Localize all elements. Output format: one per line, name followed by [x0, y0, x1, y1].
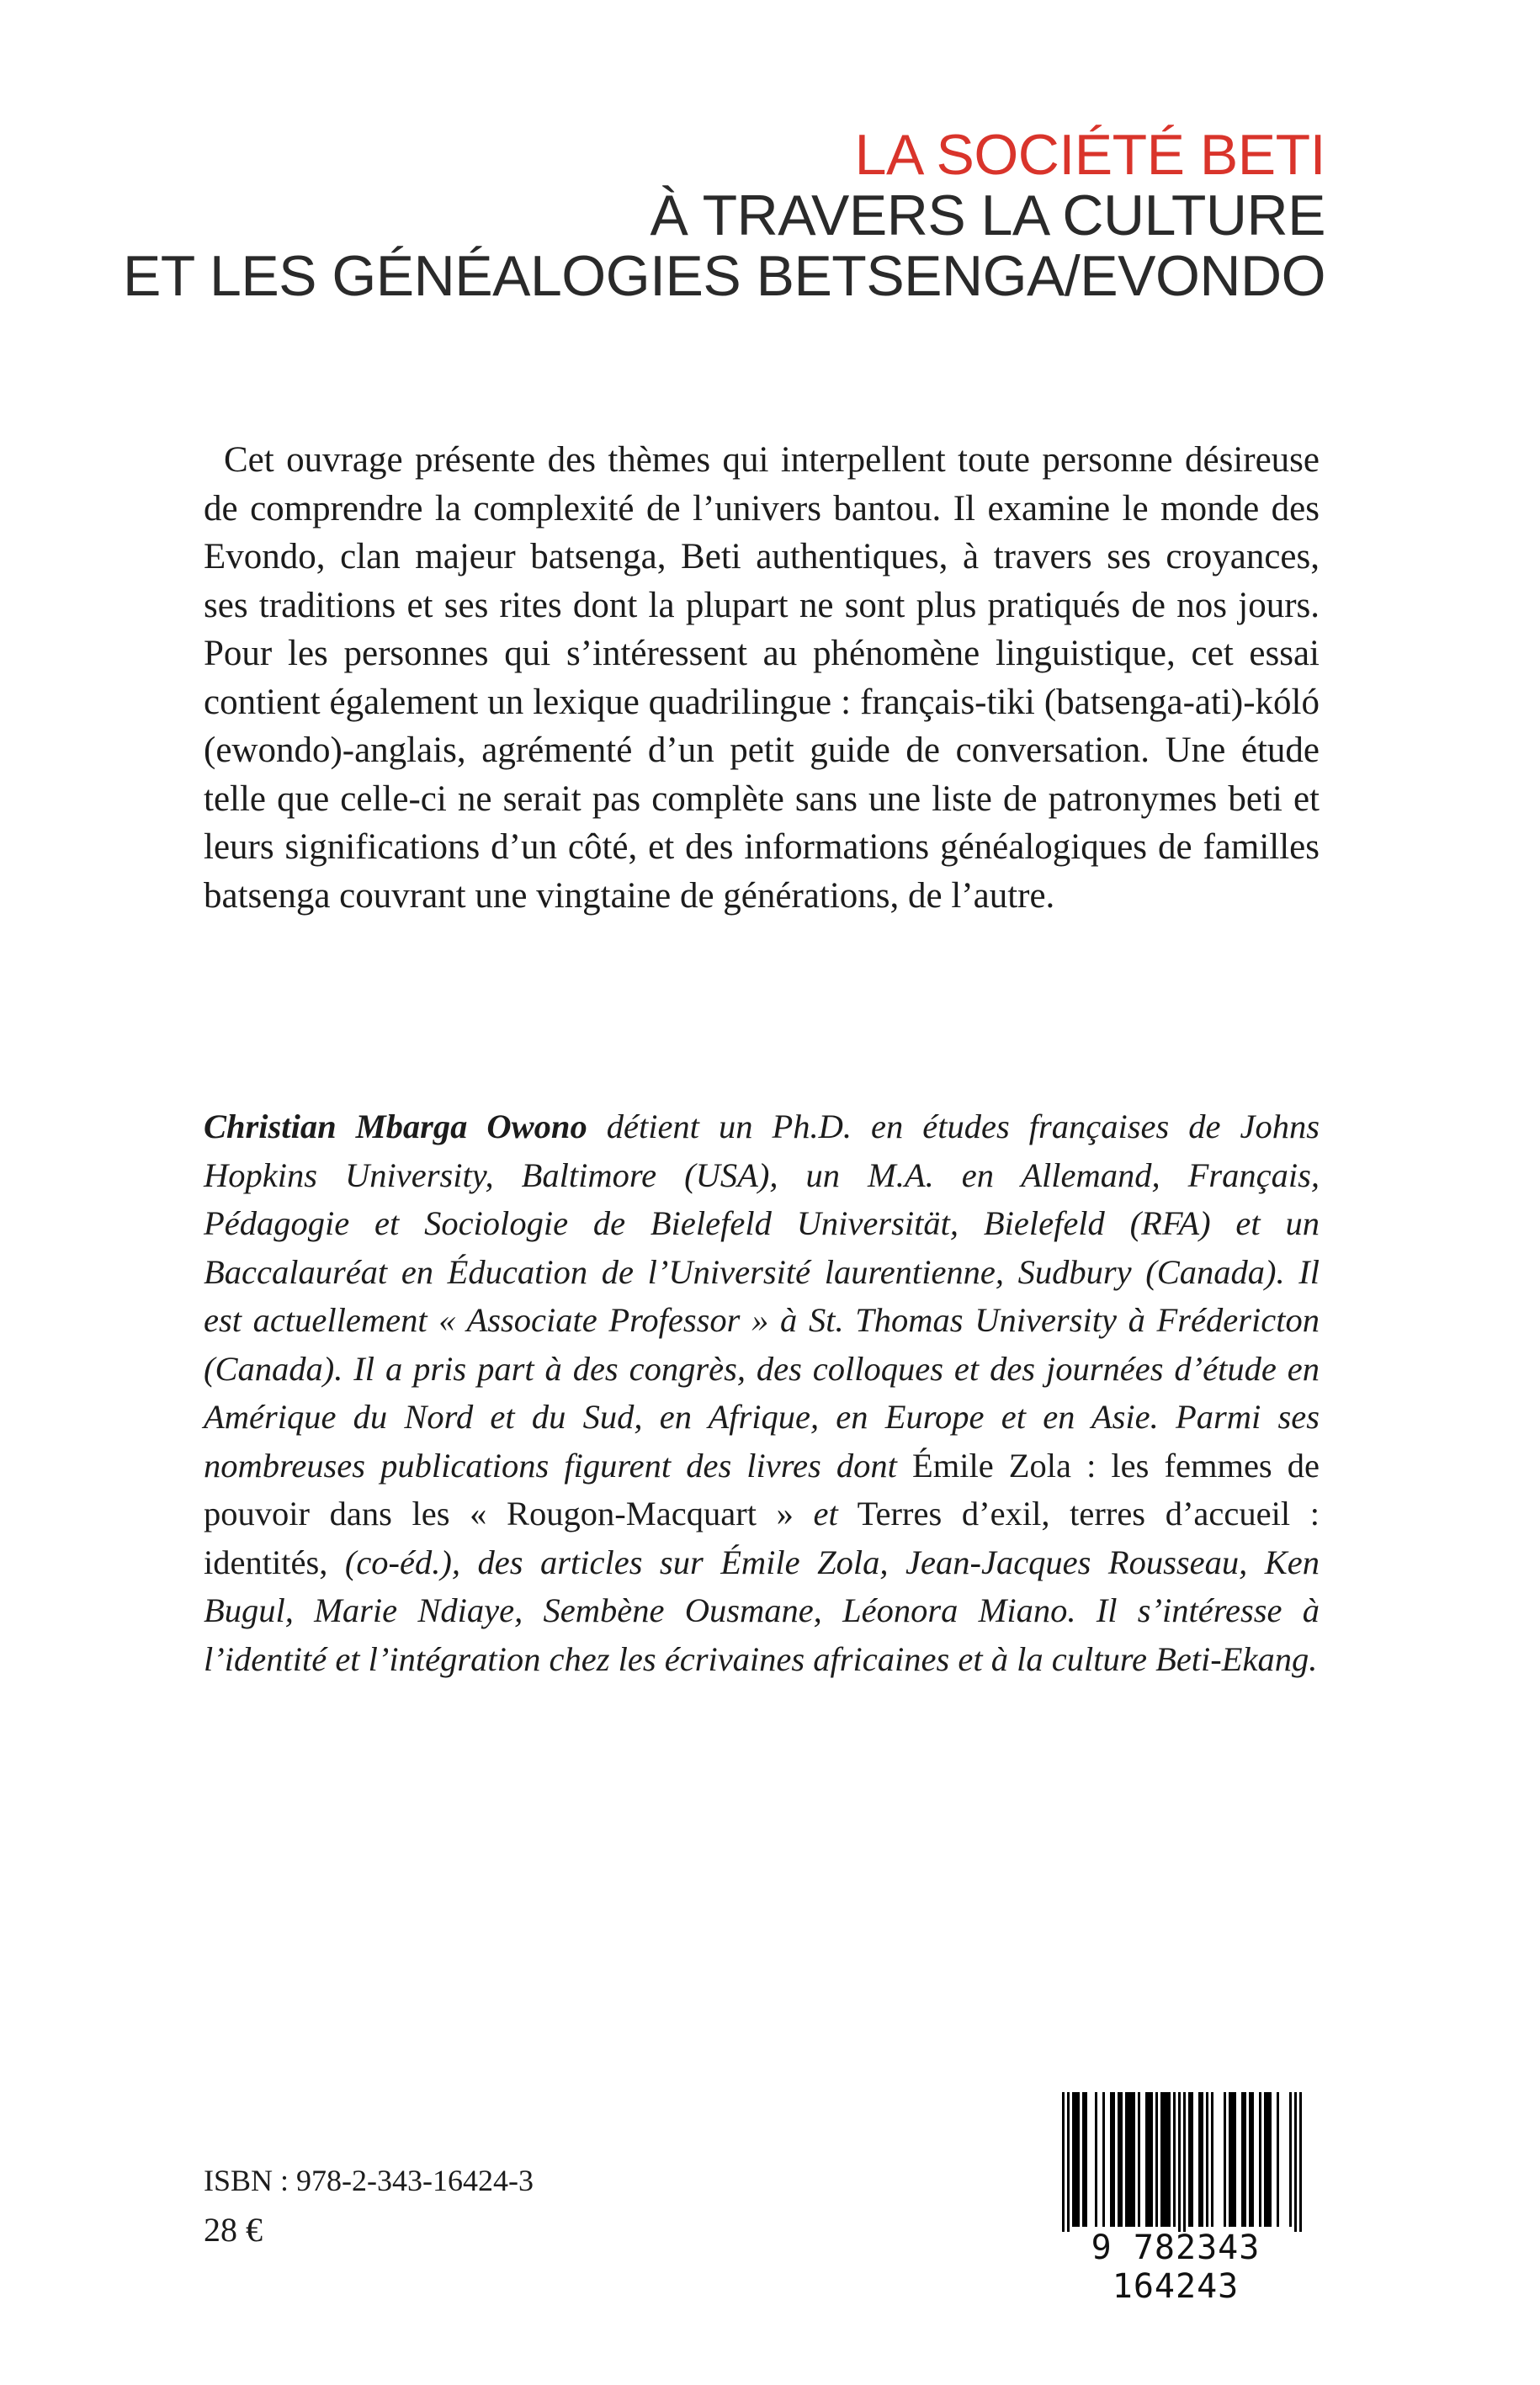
barcode-bar: [1150, 2092, 1153, 2227]
book-title-1: Émile Zola : les femmes de pouvoir dans les « Rougon-Macquart »: [204, 1446, 1320, 1532]
barcode-bar: [1133, 2092, 1135, 2227]
author-bio: [204, 1102, 1320, 1683]
barcode-bar: [1062, 2092, 1065, 2232]
barcode-bar: [1259, 2092, 1261, 2227]
barcode-bar: [1244, 2092, 1246, 2227]
barcode-bar: [1085, 2092, 1087, 2227]
bio-text-part2: (co-éd.), des articles sur Émile Zola, Jean-Jacques Rousseau, Ken Bugul, Marie Ndiaye, Sembène Ousmane, Léonora Miano. Il s’intéresse à l’identité et l’intégration chez les écrivaines africaines et à la culture Beti-Ekang.: [204, 1543, 1320, 1678]
barcode-bar: [1231, 2092, 1234, 2227]
title-line-2: À TRAVERS LA CULTURE: [650, 183, 1325, 247]
barcode-bar: [1289, 2092, 1292, 2227]
barcode-bar: [1148, 2092, 1150, 2227]
synopsis-paragraph: Cet ouvrage présente des thèmes qui interpellent toute personne désireuse de comprendre la complexité de l’univers bantou. Il examine le monde des Evondo, clan majeur batsenga, Beti authentiques, à travers ses croyances, ses traditions et ses rites dont la plupart ne sont plus pratiqués de nos jours. Pour les personnes qui s’intéressent au phénomène linguistique, cet essai contient également un lexique quadrilingue : français-tiki (batsenga-ati)-kóló (ewondo)-anglais, agrémenté d’un petit guide de conversation. Une étude telle que celle-ci ne serait pas complète sans une liste de patronymes beti et leurs significations d’un côté, et des informations généalogiques de familles batsenga couvrant une vingtaine de générations, de l’autre.: [204, 440, 1320, 916]
barcode-bar: [1178, 2092, 1181, 2232]
barcode-bar: [1173, 2092, 1176, 2227]
barcode-bar: [1082, 2092, 1085, 2227]
isbn-label: ISBN : 978-2-343-16424-3: [204, 2164, 534, 2197]
barcode-bar: [1095, 2092, 1097, 2227]
barcode-bar: [1102, 2092, 1105, 2227]
barcode-bar: [1075, 2092, 1077, 2227]
barcode-bar: [1277, 2092, 1279, 2227]
barcode-bar: [1160, 2092, 1163, 2227]
book-title: [123, 125, 1325, 306]
barcode-bar: [1294, 2092, 1297, 2232]
barcode-bar: [1166, 2092, 1168, 2227]
barcode-bar: [1110, 2092, 1113, 2227]
barcode-bar: [1241, 2092, 1244, 2227]
title-line-1: LA SOCIÉTÉ BETI: [854, 123, 1325, 187]
barcode-bar: [1191, 2092, 1193, 2227]
barcode-bar: [1163, 2092, 1166, 2227]
barcode-bar: [1120, 2092, 1123, 2227]
barcode-bar: [1067, 2092, 1070, 2232]
barcode-bar: [1234, 2092, 1236, 2227]
barcode-bar: [1188, 2092, 1191, 2227]
price-label: 28 €: [204, 2211, 263, 2249]
bio-text-part1: détient un Ph.D. en études françaises de Johns Hopkins University, Baltimore (USA), un M.A. en Allemand, Français, Pédagogie et Sociologie de Bielefeld Universität, Bielefeld (RFA) et un Baccalauréat en Éducation de l’Université laurentienne, Sudbury (Canada). Il est actuellement « Associate Professor » à St. Thomas University à Frédericton (Canada). Il a pris part à des congrès, des colloques et des journées d’étude en Amérique du Nord et du Sud, en Afrique, en Europe et en Asie. Parmi ses nombreuses publications figurent des livres dont: [204, 1108, 1320, 1485]
barcode-bar: [1077, 2092, 1080, 2227]
barcode-bar: [1130, 2092, 1133, 2227]
barcode-bar: [1183, 2092, 1186, 2232]
barcode-bar: [1138, 2092, 1140, 2227]
bio-conjunction: et: [813, 1495, 838, 1532]
barcode-bar: [1206, 2092, 1208, 2227]
barcode-bar: [1118, 2092, 1120, 2227]
book-title-2: Terres d’exil, terres d’accueil : identités,: [204, 1495, 1320, 1581]
barcode-bar: [1269, 2092, 1272, 2227]
barcode-bar: [1229, 2092, 1231, 2227]
barcode-bar: [1128, 2092, 1130, 2227]
barcode-bar: [1267, 2092, 1269, 2227]
barcode-bar: [1198, 2092, 1201, 2227]
barcode-bar: [1155, 2092, 1158, 2227]
barcode-bar: [1224, 2092, 1226, 2227]
barcode-bar: [1249, 2092, 1251, 2227]
barcode-digits: 9 782343 164243: [1091, 2228, 1261, 2306]
barcode-bars: [1028, 2089, 1323, 2232]
barcode-bar: [1168, 2092, 1171, 2227]
barcode-bar: [1264, 2092, 1267, 2227]
barcode-bar: [1145, 2092, 1148, 2227]
barcode-bar: [1211, 2092, 1213, 2227]
barcode-bar: [1251, 2092, 1254, 2227]
barcode-bar: [1201, 2092, 1203, 2227]
barcode: [1028, 2089, 1323, 2306]
title-line-3: ET LES GÉNÉALOGIES BETSENGA/EVONDO: [122, 244, 1325, 308]
barcode-bar: [1125, 2092, 1128, 2227]
barcode-bar: [1299, 2092, 1302, 2232]
author-name: Christian Mbarga Owono: [204, 1108, 587, 1145]
barcode-bar: [1072, 2092, 1075, 2227]
barcode-bar: [1113, 2092, 1115, 2227]
